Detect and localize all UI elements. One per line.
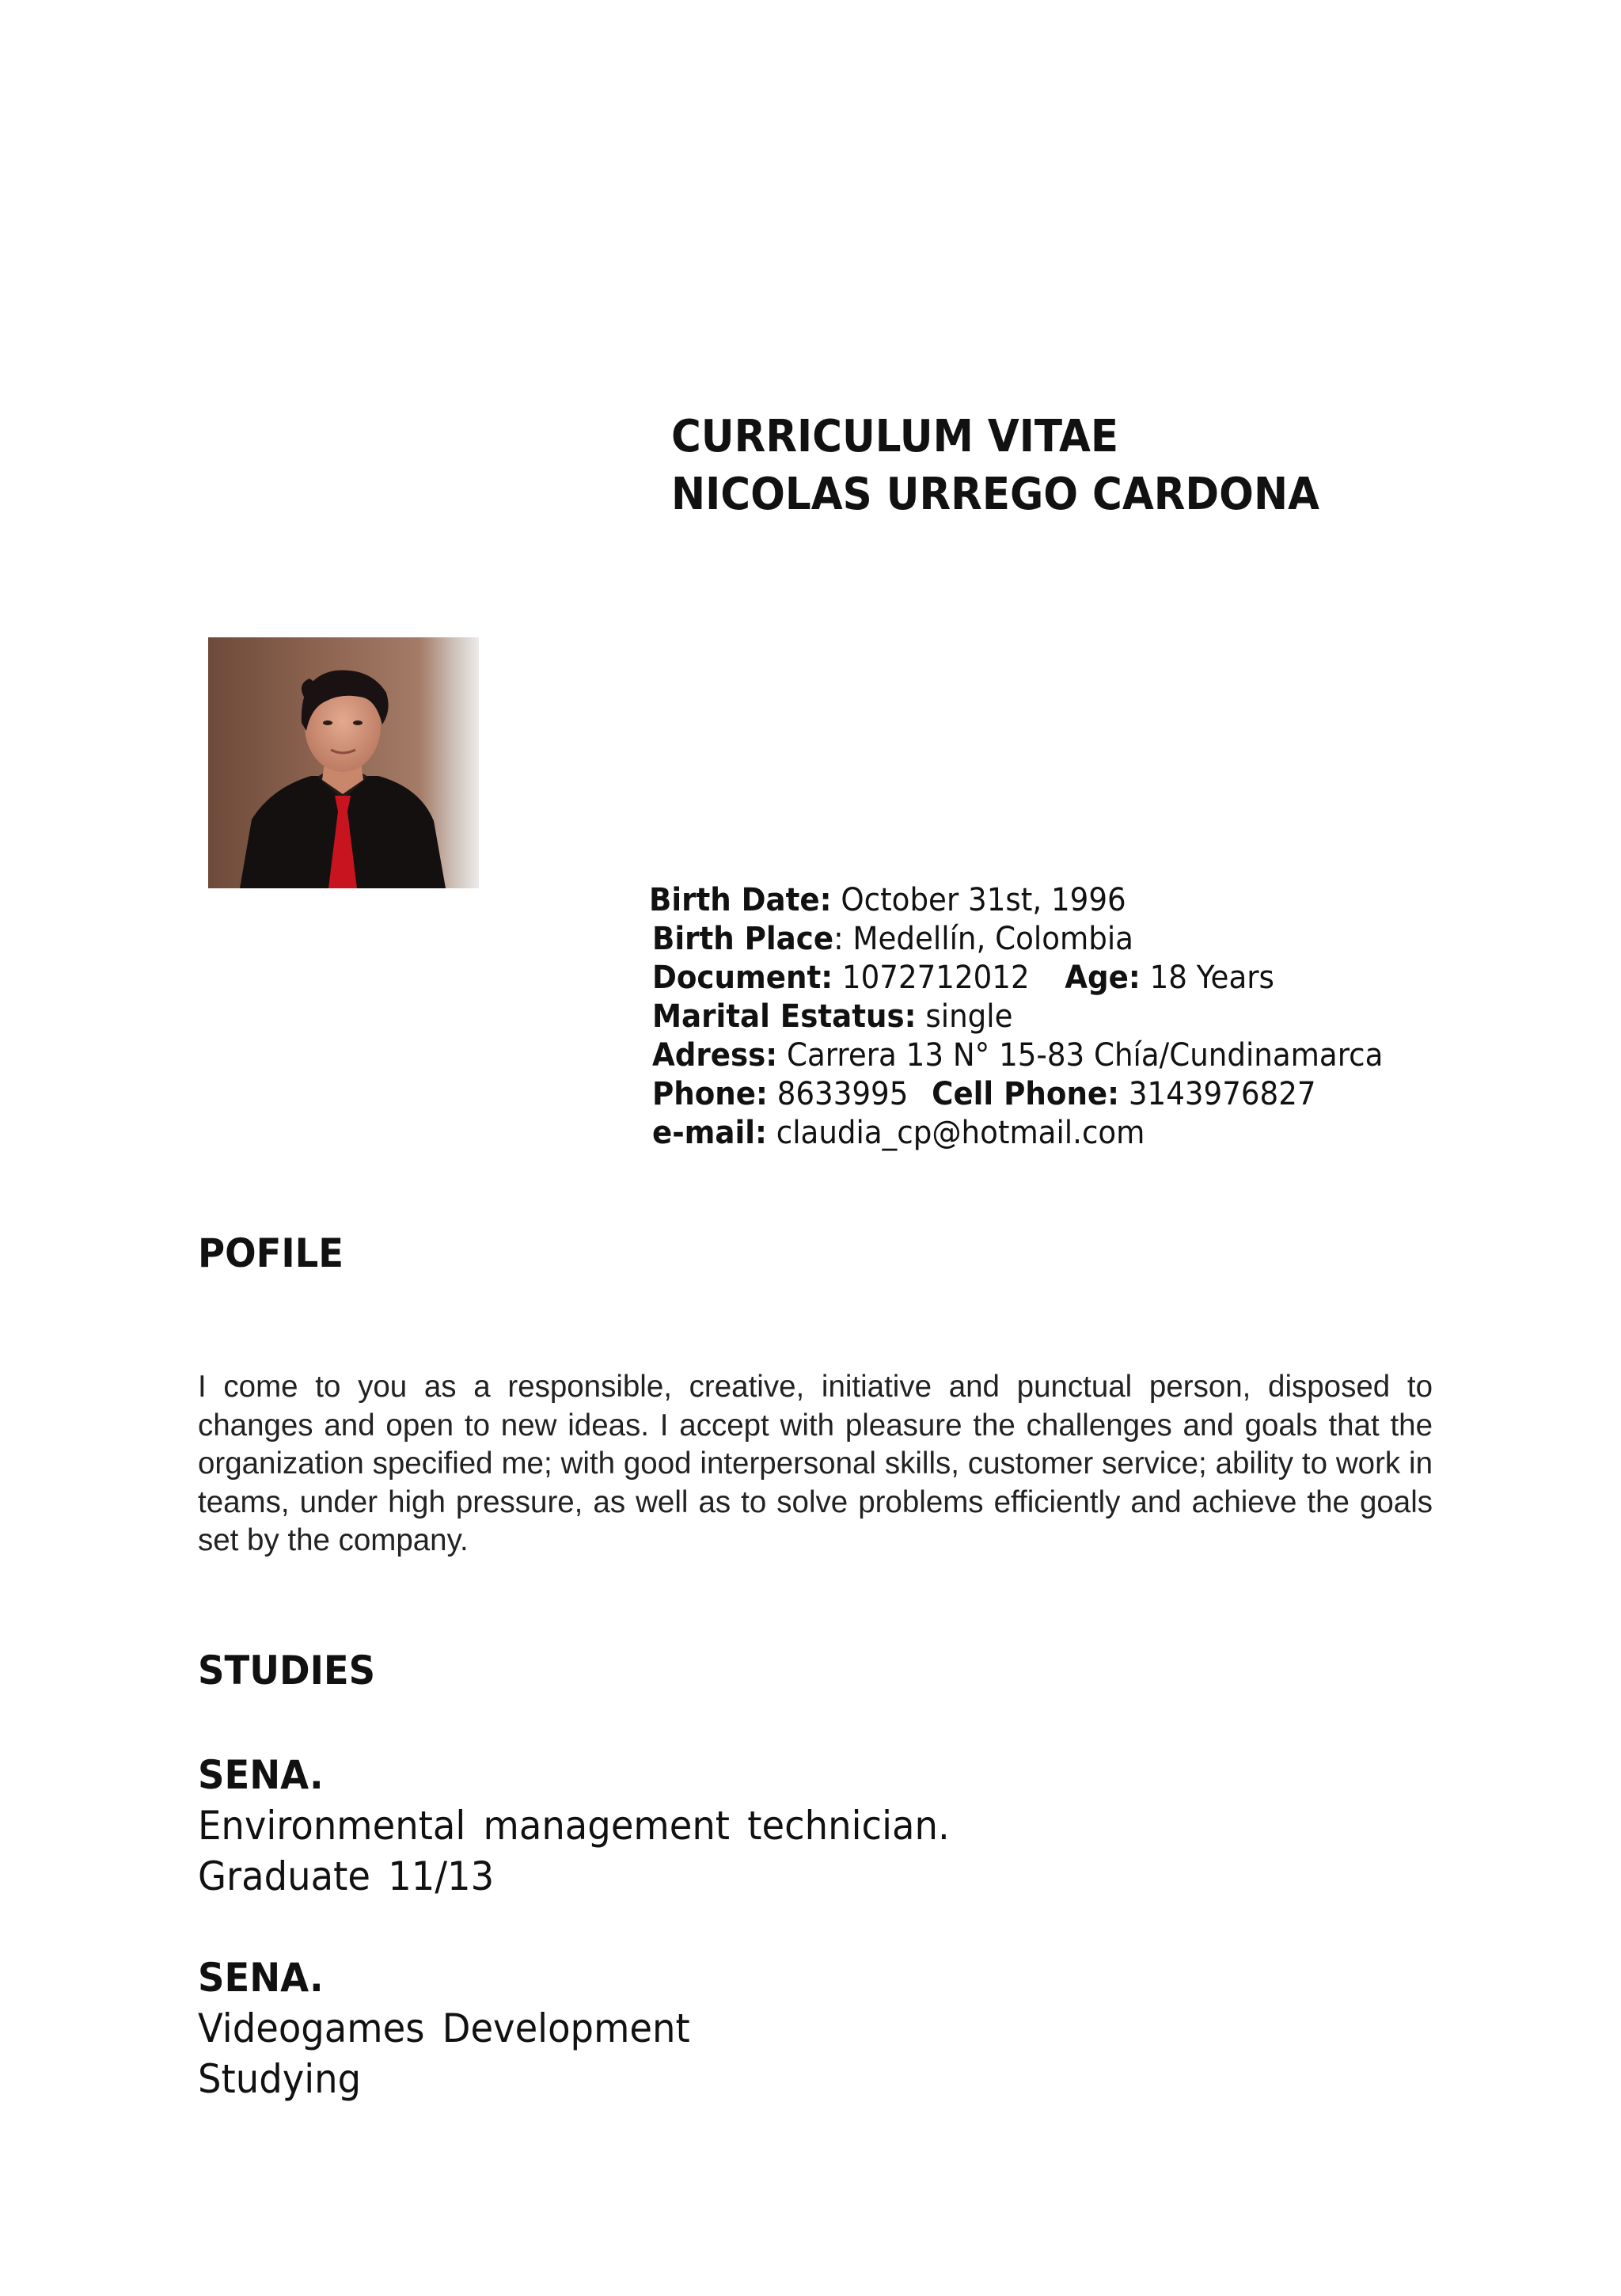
- study-entry: [198, 1952, 1385, 2104]
- profile-photo: [208, 637, 479, 888]
- email-value: claudia_cp@hotmail.com: [766, 1115, 1145, 1151]
- study-institution: SENA.: [198, 1955, 324, 2001]
- birth-date-row: [649, 881, 1496, 920]
- birth-place-value: : Medellín, Colombia: [833, 921, 1133, 957]
- study-institution: SENA.: [198, 1752, 324, 1798]
- marital-status-value: single: [916, 998, 1013, 1035]
- marital-status-label: Marital Estatus:: [652, 998, 917, 1035]
- address-value: Carrera 13 N° 15-83 Chía/Cundinamarca: [777, 1037, 1384, 1074]
- cell-phone-label: Cell Phone:: [932, 1076, 1120, 1112]
- address-row: [652, 1036, 1496, 1075]
- document-value: 1072712012: [833, 960, 1030, 996]
- age-label: Age:: [1065, 960, 1141, 996]
- email-label: e-mail:: [652, 1115, 767, 1151]
- document-title: CURRICULUM VITAE: [671, 411, 1119, 462]
- study-status: Studying: [198, 2056, 362, 2102]
- cv-header: [671, 408, 1542, 523]
- phone-row: [652, 1075, 1496, 1114]
- birth-date-value: October 31st, 1996: [831, 882, 1126, 918]
- profile-heading: POFILE: [198, 1230, 344, 1276]
- candidate-name: NICOLAS URREGO CARDONA: [671, 469, 1319, 520]
- document-label: Document:: [652, 960, 833, 996]
- address-label: Adress:: [652, 1037, 778, 1074]
- age-value: 18 Years: [1140, 960, 1274, 996]
- email-row: [652, 1114, 1496, 1153]
- document-row: [652, 959, 1496, 998]
- phone-value: 8633995: [767, 1076, 909, 1112]
- birth-place-label: Birth Place: [652, 921, 834, 957]
- studies-heading: STUDIES: [198, 1648, 376, 1693]
- birth-place-row: [652, 920, 1496, 959]
- study-program: Videogames Development: [198, 2005, 690, 2051]
- profile-paragraph: I come to you as a responsible, creative, initiative and punctual person, disposed to changes and open to new ideas. I accept with pleasure the challenges and goals that the organization specified me; with good interpersonal skills, customer service; ability to work in teams, under high pressure, as well as to solve problems efficiently and achieve the goals set by the company.: [198, 1370, 1433, 1557]
- marital-status-row: [652, 998, 1496, 1036]
- study-program: Environmental management technician.: [198, 1803, 950, 1849]
- birth-date-label: Birth Date:: [649, 882, 832, 918]
- cell-phone-value: 3143976827: [1119, 1076, 1316, 1112]
- personal-details: [649, 881, 1559, 1153]
- study-entry: [198, 1750, 1385, 1902]
- study-status: Graduate 11/13: [198, 1853, 495, 1899]
- phone-label: Phone:: [652, 1076, 768, 1112]
